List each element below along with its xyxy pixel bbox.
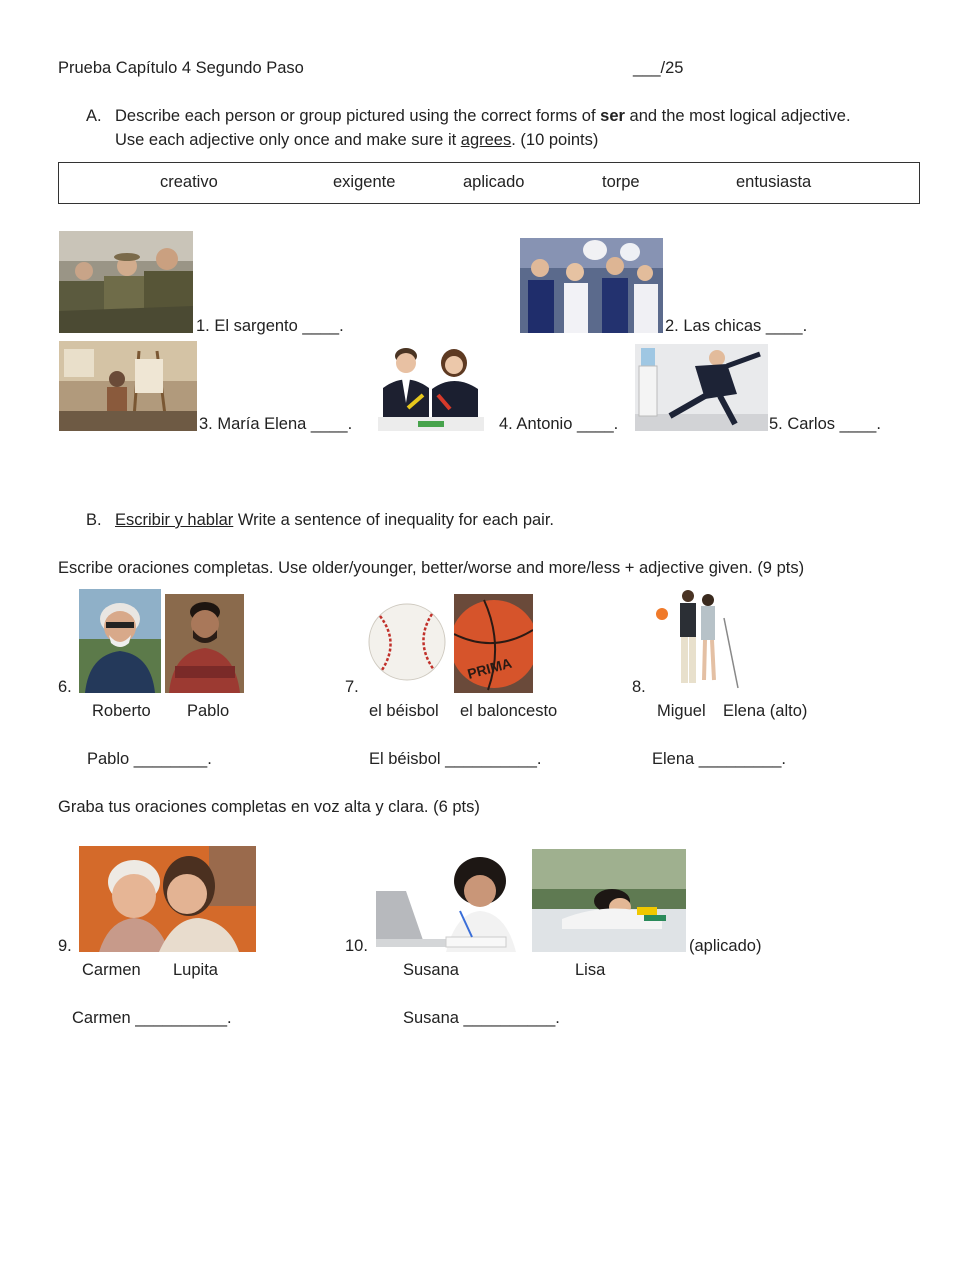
item-3: 3. María Elena ____. <box>199 415 353 433</box>
adjective-word: entusiasta <box>736 173 812 191</box>
sleeping-girl-photo <box>532 849 686 952</box>
cheerleaders-photo <box>520 238 663 333</box>
speaking-directions: Graba tus oraciones completas en voz alta y clara. (6 pts) <box>58 798 480 816</box>
q10-answer-line: Susana __________. <box>403 1009 560 1027</box>
q10-name-1: Susana <box>403 961 459 979</box>
question-7-number: 7. <box>345 678 359 696</box>
drill-sergeant-photo <box>59 231 193 333</box>
svg-text:PRIMA: PRIMA <box>465 654 514 682</box>
q10-name-2: Lisa <box>575 961 606 979</box>
adjective-word: creativo <box>160 173 218 191</box>
q8-name-2: Elena (alto) <box>723 702 808 720</box>
section-a-line2: Use each adjective only once and make sure it agrees. (10 points) <box>115 131 599 149</box>
q8-name-1: Miguel <box>657 702 706 720</box>
q9-name-1: Carmen <box>82 961 141 979</box>
q6-name-2: Pablo <box>187 702 230 720</box>
adjective-word: exigente <box>333 173 396 191</box>
q7-answer-line: El béisbol __________. <box>369 750 542 768</box>
q10-hint: (aplicado) <box>689 937 762 955</box>
q6-answer-line: Pablo ________. <box>87 750 212 768</box>
basketball-icon <box>454 594 533 693</box>
students-photo <box>378 343 484 431</box>
grandmother-daughter-photo <box>79 846 256 952</box>
page-title: Prueba Capítulo 4 Segundo Paso <box>58 59 304 77</box>
section-a-line1: Describe each person or group pictured using the correct forms of ser and the most logical adjective. <box>115 107 851 125</box>
question-6-number: 6. <box>58 678 72 696</box>
adjective-word: aplicado <box>463 173 525 191</box>
item-4: 4. Antonio ____. <box>499 415 619 433</box>
q7-name-1: el béisbol <box>369 702 439 720</box>
older-man-photo <box>79 589 161 693</box>
question-10-number: 10. <box>345 937 368 955</box>
q9-name-2: Lupita <box>173 961 218 979</box>
baseball-icon <box>366 596 448 688</box>
question-8-number: 8. <box>632 678 646 696</box>
question-9-number: 9. <box>58 937 72 955</box>
studying-girl-photo <box>376 851 528 952</box>
item-5: 5. Carlos ____. <box>769 415 881 433</box>
section-b-heading: Escribir y hablar Write a sentence of inequality for each pair. <box>115 511 555 529</box>
section-b-directions: Escribe oraciones completas. Use older/younger, better/worse and more/less + adjective given. (9 pts) <box>58 559 805 577</box>
q8-answer-line: Elena _________. <box>652 750 786 768</box>
couple-photo <box>652 588 742 694</box>
young-man-photo <box>165 594 244 693</box>
painter-photo <box>59 341 197 431</box>
section-a-letter: A. <box>86 107 102 125</box>
adjective-word: torpe <box>602 173 640 191</box>
item-2: 2. Las chicas ____. <box>665 317 808 335</box>
clumsy-man-photo <box>635 344 768 431</box>
q9-answer-line: Carmen __________. <box>72 1009 232 1027</box>
section-b-letter: B. <box>86 511 102 529</box>
item-1: 1. El sargento ____. <box>196 317 344 335</box>
q7-name-2: el baloncesto <box>460 702 558 720</box>
score-field: ___/25 <box>633 59 684 77</box>
q6-name-1: Roberto <box>92 702 151 720</box>
